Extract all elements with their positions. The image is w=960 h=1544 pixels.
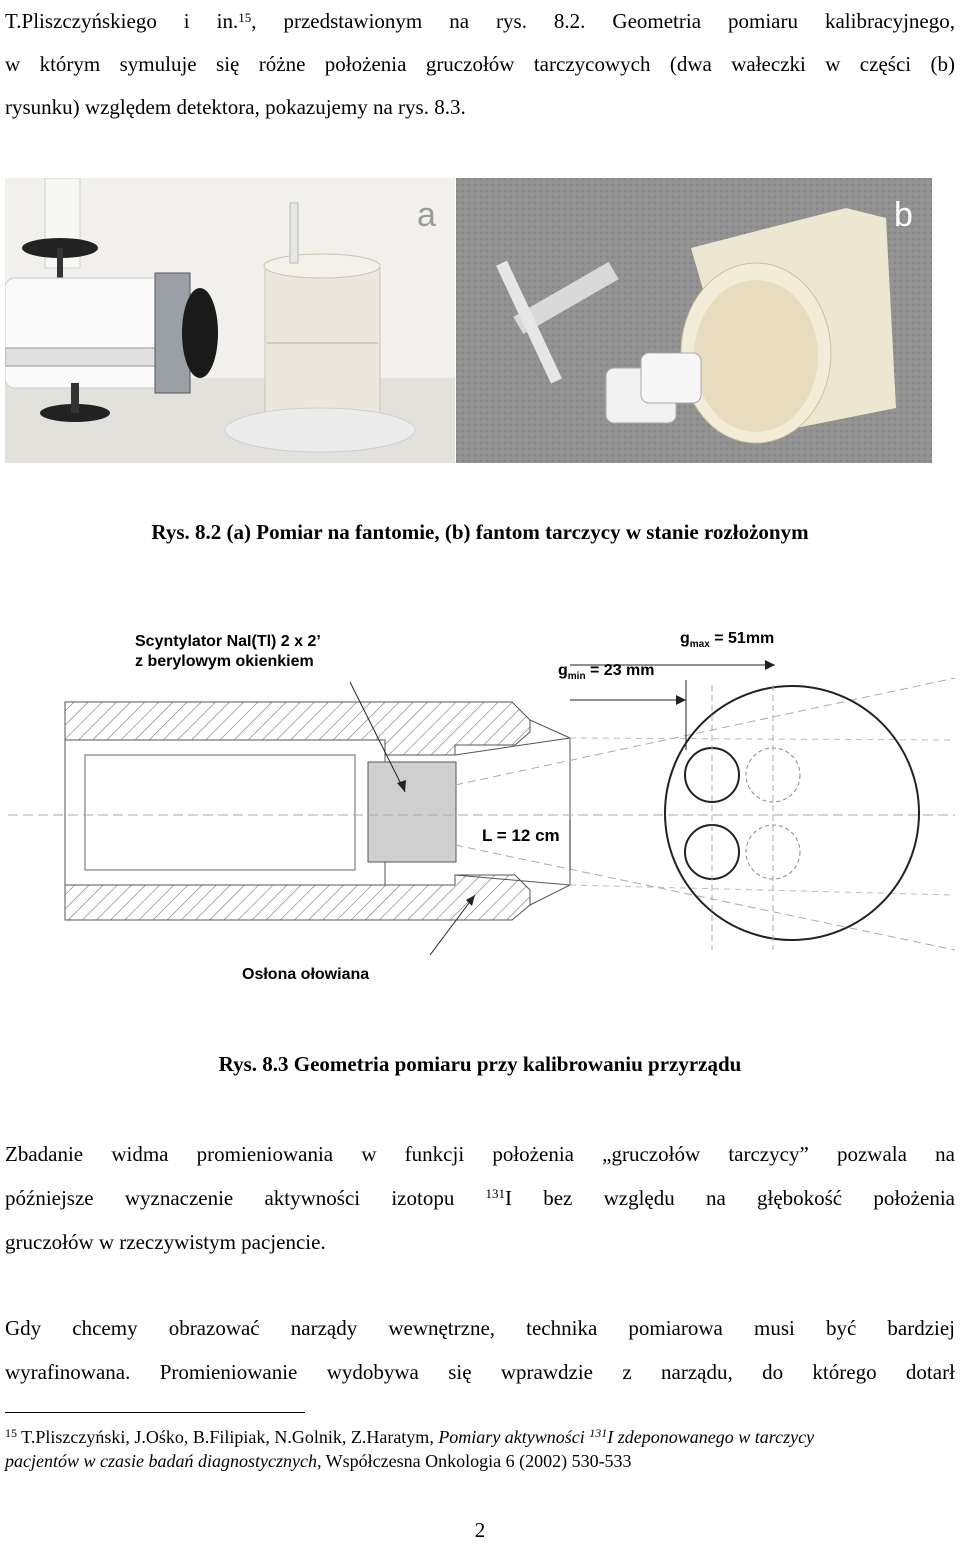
footnote-line-1: $^{15}$ T.Pliszczyński, J.Ośko, B.Filipiak, N.Golnik, Z.Haratym, Pomiary aktywności $^{131}$I zdeponowanego w tarczycy	[5, 1426, 815, 1447]
label-gmin: $g_{min} = 23$ mm	[558, 662, 655, 683]
footnote-line-2: pacjentów w czasie badań diagnostycznych, Współczesna Onkologia 6 (2002) 530-533	[5, 1451, 632, 1471]
label-lead-shield: Osłona ołowiana	[242, 966, 370, 983]
photo-measurement-phantom	[5, 178, 455, 463]
figure-8-2-caption: Rys. 8.2 (a) Pomiar na fantomie, (b) fantom tarczycy w stanie rozłożonym	[151, 520, 809, 544]
paragraph-2-line-2: wyrafinowana. Promieniowanie wydobywa się wprawdzie z narządu, do którego dotarł	[5, 1360, 955, 1384]
photo-label-a: a	[417, 196, 436, 234]
label-gmax: $g_{max} = 51mm$	[680, 630, 775, 651]
paragraph-2	[5, 1306, 955, 1394]
paragraph-1-line-2: późniejsze wyznaczenie aktywności izotopu $^{131}$I bez względu na głębokość położenia	[5, 1186, 955, 1210]
intro-line-1: T.Pliszczyńskiego i in.$^{15}$, przedstawionym na rys. 8.2. Geometria pomiaru kalibracyjnego,	[5, 9, 956, 33]
figure-8-3-caption: Rys. 8.3 Geometria pomiaru przy kalibrowaniu przyrządu	[218, 1052, 742, 1076]
label-collimator-length: L = 12 cm	[482, 826, 560, 845]
footnote-ref[interactable]: 15	[238, 10, 252, 25]
intro-line-3: rysunku) względem detektora, pokazujemy na rys. 8.3.	[5, 95, 466, 119]
isotope-mass-number: 131	[485, 1186, 506, 1201]
page-number: 2	[474, 1518, 486, 1542]
diagram-calibration-geometry	[0, 620, 960, 990]
footnote-divider	[5, 1412, 305, 1413]
photo-label-b: b	[894, 196, 913, 234]
paragraph-1	[5, 1132, 955, 1264]
intro-paragraph	[5, 0, 955, 129]
paragraph-1-line-1: Zbadanie widma promieniowania w funkcji położenia „gruczołów tarczycy” pozwala na	[5, 1142, 955, 1166]
photo-thyroid-phantom-disassembled	[456, 178, 932, 463]
paragraph-2-line-1: Gdy chcemy obrazować narządy wewnętrzne, technika pomiarowa musi być bardziej	[5, 1316, 955, 1340]
intro-line-2: w którym symuluje się różne położenia gruczołów tarczycowych (dwa wałeczki w części (b)	[5, 52, 955, 76]
paragraph-1-line-3: gruczołów w rzeczywistym pacjencie.	[5, 1230, 326, 1254]
label-scintillator: Scyntylator NaI(Tl) 2 x 2’ z berylowym okienkiem	[135, 633, 321, 670]
footnote	[5, 1425, 955, 1473]
